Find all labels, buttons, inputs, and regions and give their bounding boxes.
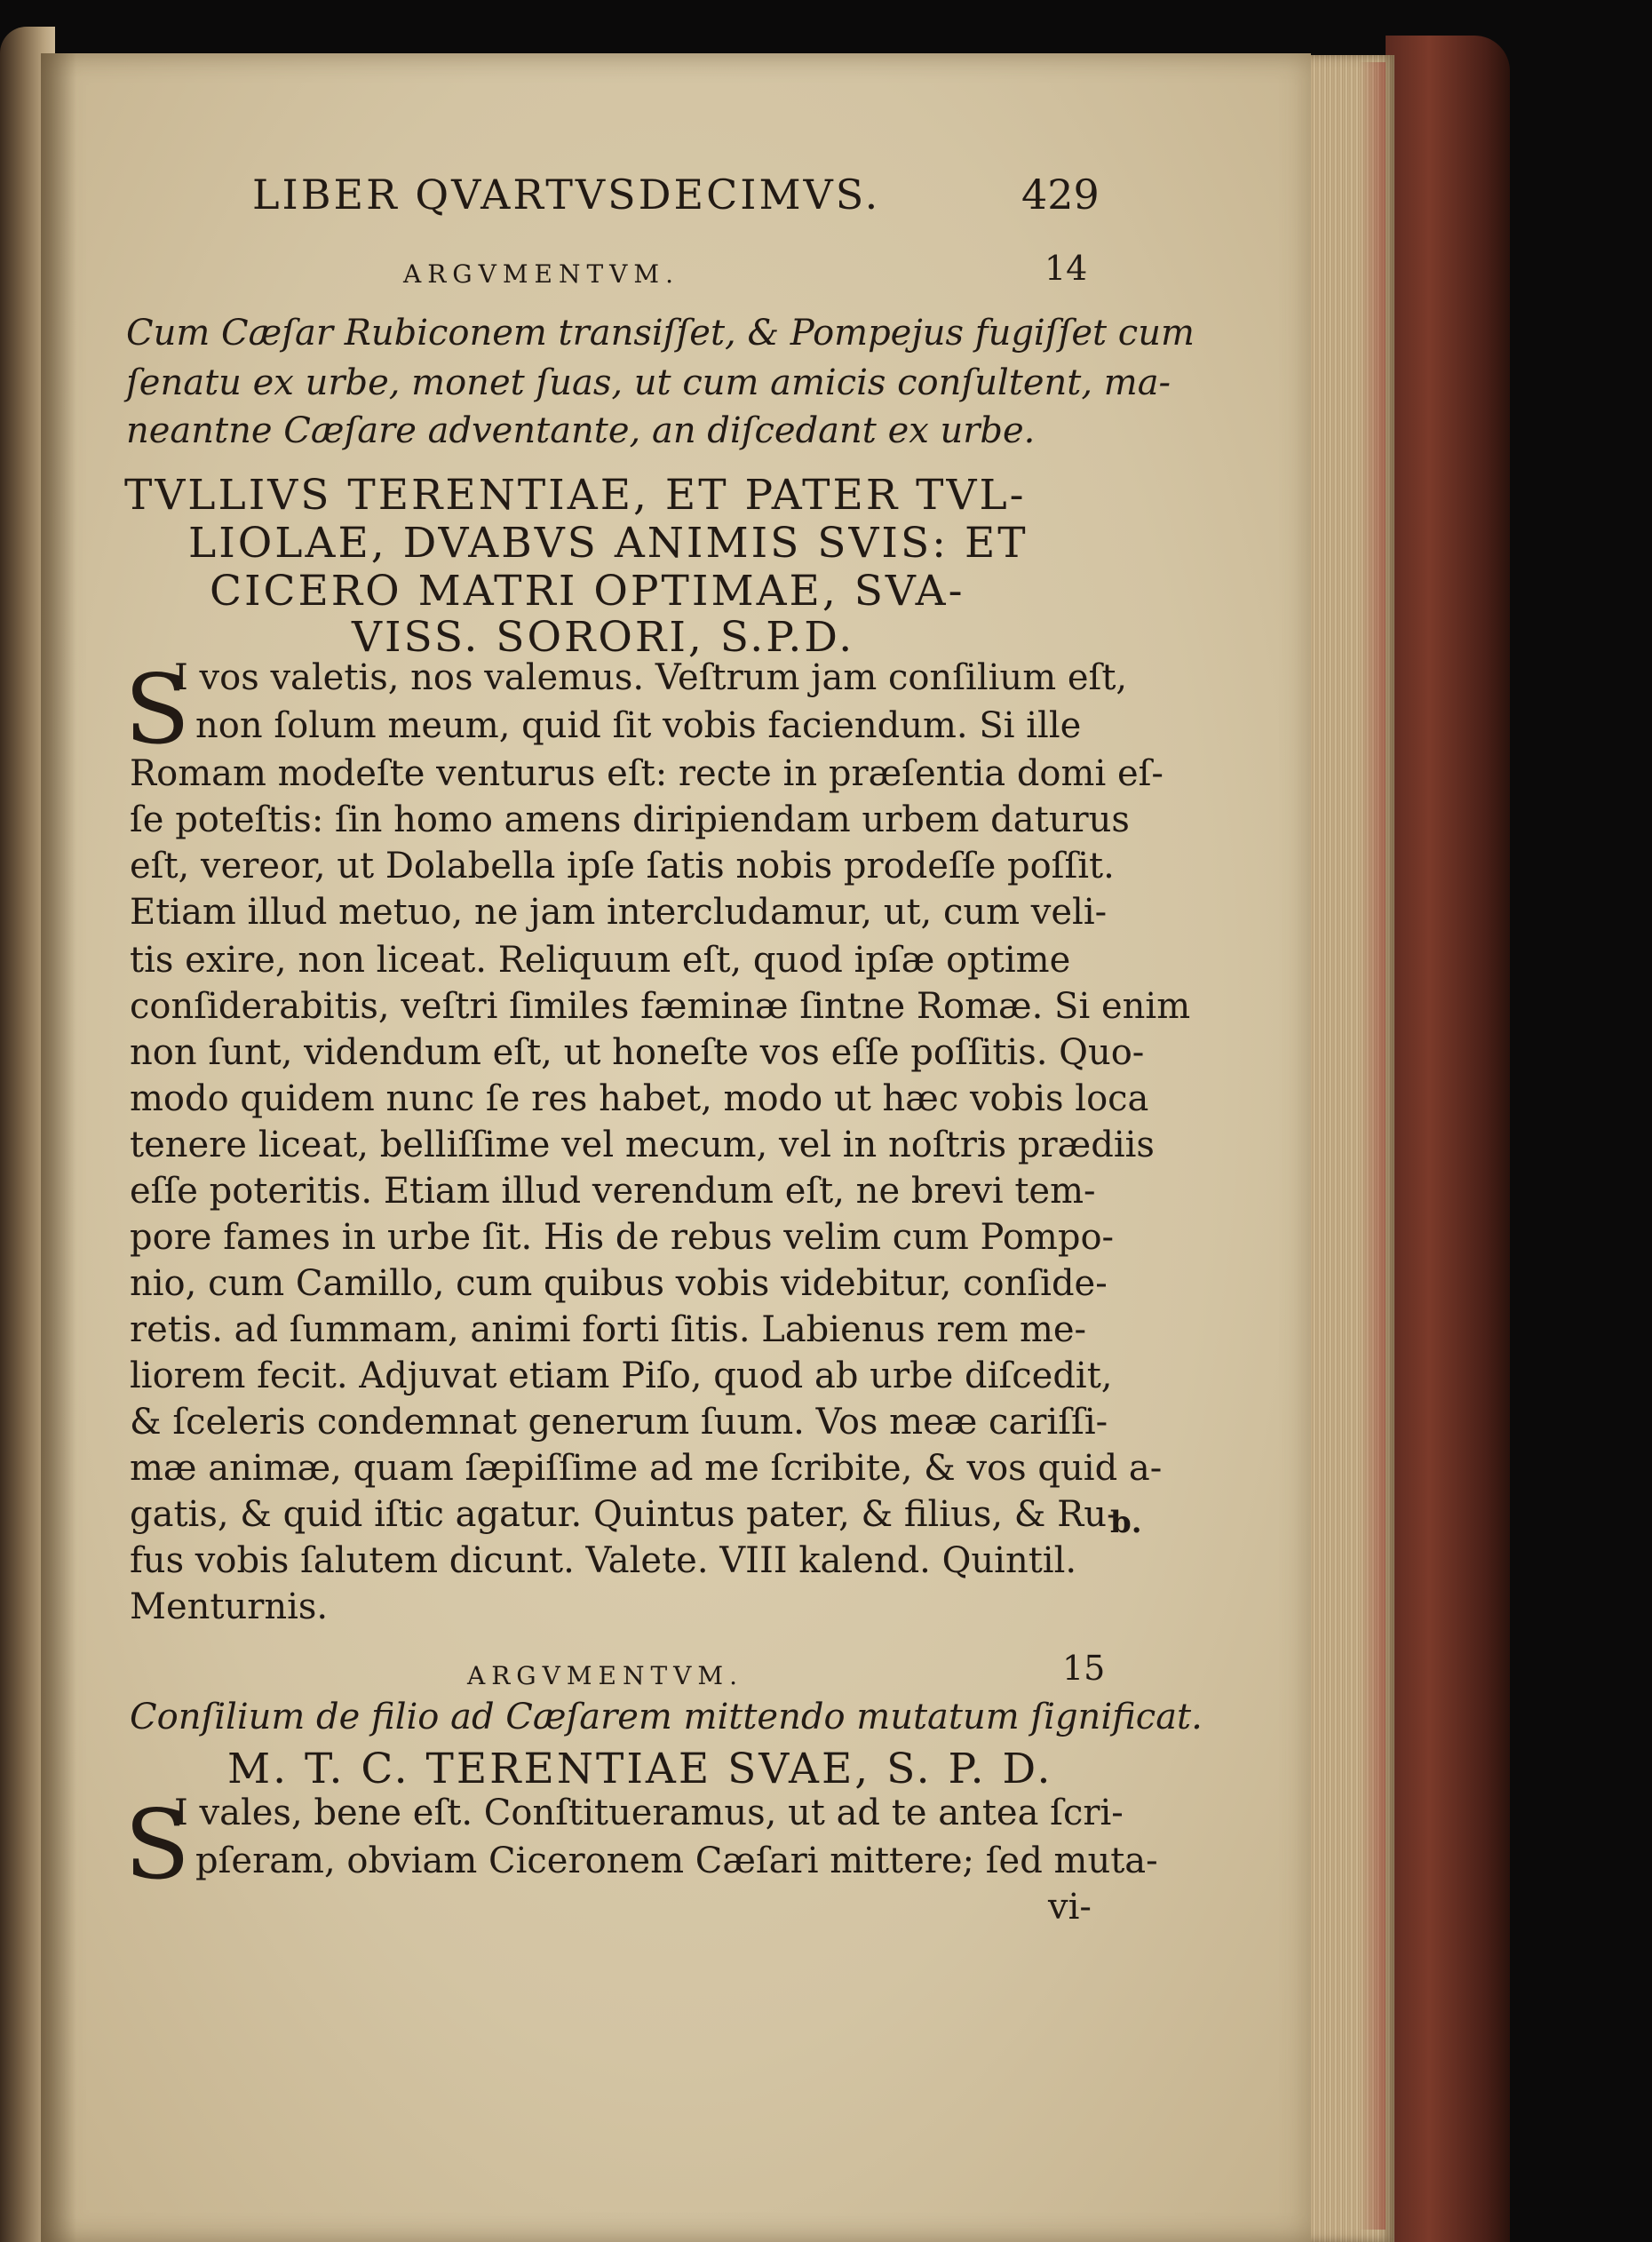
argument-line: Conſilium de filio ad Cæſarem mittendo mutatum ſignificat.: [130, 1697, 1203, 1737]
body-line: fus vobis ſalutem dicunt. Valete. VIII kalend. Quintil.: [130, 1540, 1077, 1581]
body-line: pore fames in urbe ſit. His de rebus velim cum Pompo-: [130, 1217, 1115, 1258]
body-line: Etiam illud metuo, ne jam intercludamur, ut, cum veli-: [130, 892, 1108, 933]
body-line: eſt, vereor, ut Dolabella ipſe ſatis nobis prodeſſe poſſit.: [130, 846, 1115, 886]
body-line: mæ animæ, quam ſæpiſſime ad me ſcribite, & vos quid a-: [130, 1448, 1163, 1489]
argument-label-14: ARGVMENTVM.: [403, 259, 679, 289]
body-line: I vos valetis, nos valemus. Veſtrum jam conſilium eſt,: [174, 657, 1128, 698]
body-line: & ſceleris condemnat generum ſuum. Vos meæ cariſſi-: [130, 1402, 1108, 1443]
page-gutter-shadow: [41, 53, 76, 2242]
letter-heading: M. T. C. TERENTIAE SVAE, S. P. D.: [227, 1745, 1053, 1793]
body-line: gatis, & quid iſtic agatur. Quintus pater, & filius, & Ru-: [130, 1494, 1119, 1535]
letter-heading-line: TVLLIVS TERENTIAE, ET PATER TVL-: [124, 471, 1027, 520]
letter-number-14: 14: [1044, 249, 1088, 288]
catchword: vi-: [1048, 1887, 1092, 1928]
argument-line: Cum Cæſar Rubiconem transiſſet, & Pompejus fugiſſet cum: [126, 313, 1195, 354]
body-line: retis. ad ſummam, animi forti ſitis. Labienus rem me-: [130, 1309, 1087, 1350]
body-line: liorem fecit. Adjuvat etiam Piſo, quod ab urbe diſcedit,: [130, 1356, 1113, 1396]
body-line: tis exire, non liceat. Reliquum eſt, quod ipſæ optime: [130, 940, 1071, 981]
body-line: eſſe poteritis. Etiam illud verendum eſt, ne brevi tem-: [130, 1171, 1096, 1212]
body-line: tenere liceat, belliſſime vel mecum, vel in noſtris prædiis: [130, 1125, 1155, 1165]
body-line: modo quidem nunc ſe res habet, modo ut hæc vobis loca: [130, 1078, 1149, 1119]
body-line: I vales, bene eſt. Conſtitueramus, ut ad te antea ſcri-: [174, 1793, 1124, 1833]
signature-mark: b.: [1110, 1505, 1142, 1540]
body-line: Menturnis.: [130, 1586, 329, 1627]
page-number: 429: [1021, 171, 1100, 219]
body-line: ſe poteſtis: ſin homo amens diripiendam urbem daturus: [130, 799, 1130, 840]
letter-number-15: 15: [1062, 1649, 1106, 1688]
argument-label-15: ARGVMENTVM.: [467, 1661, 743, 1690]
book-cover-edge: [1386, 36, 1510, 2242]
body-line: non ſolum meum, quid ſit vobis faciendum. Si ille: [195, 705, 1082, 746]
body-line: nio, cum Camillo, cum quibus vobis videbitur, conſide-: [130, 1263, 1108, 1304]
letter-heading-line: LIOLAE, DVABVS ANIMIS SVIS: ET: [188, 519, 1029, 568]
body-line: Romam modeſte venturus eſt: recte in præſentia domi eſ-: [130, 753, 1164, 794]
letter-heading-line: CICERO MATRI OPTIMAE, SVA-: [210, 567, 965, 616]
body-line: non ſunt, videndum eſt, ut honeſte vos eſſe poſſitis. Quo-: [130, 1032, 1145, 1073]
drop-cap: S: [124, 1790, 190, 1901]
running-head-title: LIBER QVARTVSDECIMVS.: [252, 171, 881, 219]
letter-heading-line: VISS. SORORI, S.P.D.: [352, 613, 855, 662]
body-line: conſiderabitis, veſtri ſimiles fæminæ ſintne Romæ. Si enim: [130, 986, 1191, 1027]
argument-line: ſenatu ex urbe, monet ſuas, ut cum amicis conſultent, ma-: [126, 362, 1171, 403]
drop-cap: S: [124, 655, 190, 766]
page-edge-stain: [1359, 62, 1386, 2230]
body-line: pſeram, obviam Ciceronem Cæſari mittere; ſed muta-: [195, 1841, 1158, 1881]
argument-line: neantne Cæſare adventante, an diſcedant ex urbe.: [126, 410, 1036, 451]
